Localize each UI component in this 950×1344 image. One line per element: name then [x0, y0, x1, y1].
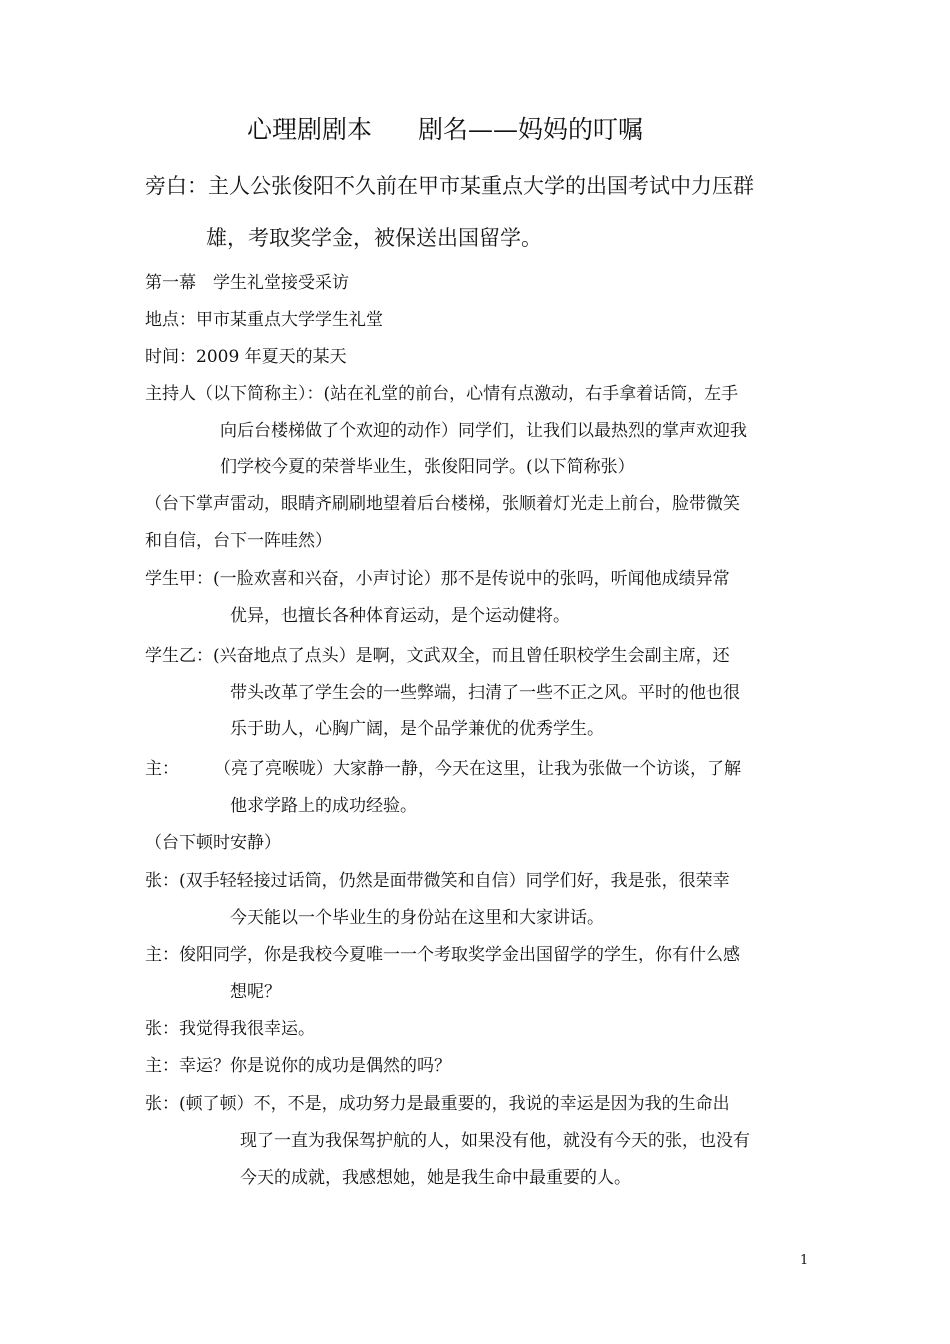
script-line: 张：我觉得我很幸运。	[145, 1019, 315, 1039]
script-line: 他求学路上的成功经验。	[230, 796, 417, 816]
script-line: 学生乙：(兴奋地点了点头）是啊，文武双全，而且曾任职校学生会副主席，还	[145, 646, 730, 666]
script-line: 们学校今夏的荣誉毕业生，张俊阳同学。(以下简称张）	[220, 457, 635, 477]
script-line: 优异，也擅长各种体育运动，是个运动健将。	[230, 606, 570, 626]
script-line: 主：俊阳同学，你是我校今夏唯一一个考取奖学金出国留学的学生，你有什么感	[145, 945, 740, 965]
title-part-1: 心理剧剧本	[247, 115, 373, 144]
page-number: 1	[800, 1253, 809, 1268]
script-line: 张：(顿了顿）不，不是，成功努力是最重要的，我说的幸运是因为我的生命出	[145, 1094, 730, 1114]
script-line: 带头改革了学生会的一些弊端，扫清了一些不正之风。平时的他也很	[230, 683, 740, 703]
script-line: 想呢？	[230, 982, 281, 1002]
title-part-2: 剧名——妈妈的叮嘱	[418, 115, 644, 144]
script-line: 今天能以一个毕业生的身份站在这里和大家讲话。	[230, 908, 604, 928]
narration-line: 雄，考取奖学金，被保送出国留学。	[206, 226, 542, 250]
narration-line: 旁白：主人公张俊阳不久前在甲市某重点大学的出国考试中力压群	[145, 174, 754, 198]
script-line: （亮了亮喉咙）大家静一静，今天在这里，让我为张做一个访谈，了解	[214, 759, 741, 779]
script-line: 今天的成就，我感想她，她是我生命中最重要的人。	[240, 1168, 631, 1188]
location-line: 地点：甲市某重点大学学生礼堂	[145, 310, 383, 330]
script-line: 主：	[145, 759, 179, 779]
document-title	[247, 114, 643, 146]
script-line: 主持人（以下简称主）：(站在礼堂的前台，心情有点激动，右手拿着话筒，左手	[145, 384, 739, 404]
script-line: （台下掌声雷动，眼睛齐刷刷地望着后台楼梯，张顺着灯光走上前台，脸带微笑	[145, 494, 740, 514]
script-line: 现了一直为我保驾护航的人，如果没有他，就没有今天的张，也没有	[240, 1131, 750, 1151]
script-line: 和自信，台下一阵哇然）	[145, 531, 332, 551]
script-line: 乐于助人，心胸广阔，是个品学兼优的优秀学生。	[230, 719, 604, 739]
script-line: （台下顿时安静）	[145, 833, 281, 853]
script-line: 主：幸运？你是说你的成功是偶然的吗？	[145, 1056, 451, 1076]
script-line: 学生甲：(一脸欢喜和兴奋，小声讨论）那不是传说中的张吗，听闻他成绩异常	[145, 569, 730, 589]
script-line: 张：(双手轻轻接过话筒，仍然是面带微笑和自信）同学们好，我是张，很荣幸	[145, 871, 730, 891]
script-line: 向后台楼梯做了个欢迎的动作）同学们，让我们以最热烈的掌声欢迎我	[220, 421, 747, 441]
act-heading: 第一幕 学生礼堂接受采访	[145, 273, 349, 293]
time-line: 时间：2009 年夏天的某天	[145, 347, 347, 367]
